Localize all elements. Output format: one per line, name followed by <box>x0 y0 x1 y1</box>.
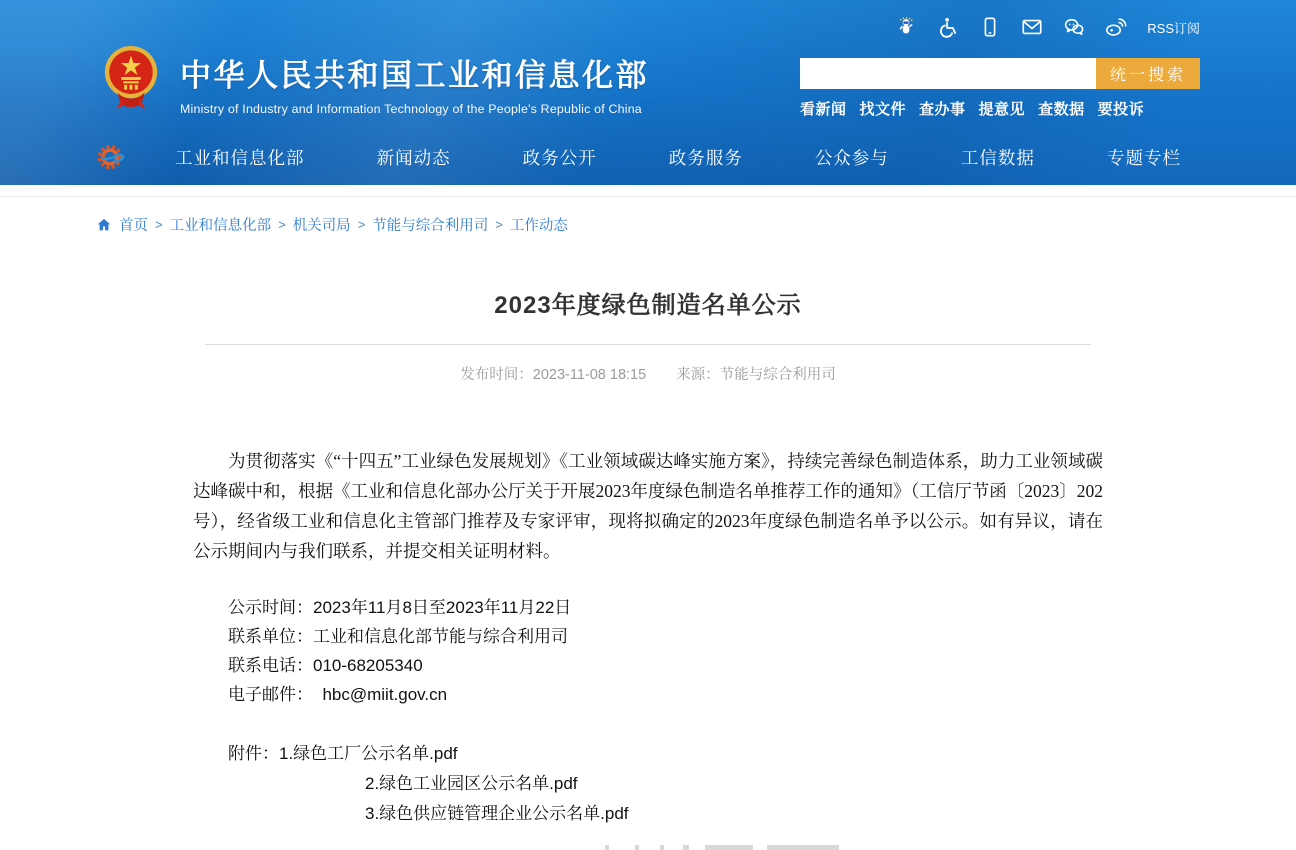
cut-off-fragment <box>605 845 609 850</box>
quick-links <box>800 98 1200 119</box>
breadcrumb-departments[interactable]: 机关司局 <box>292 218 351 234</box>
title-divider <box>205 344 1091 345</box>
site-header <box>0 0 1296 185</box>
unified-search-button[interactable]: 统一搜索 <box>1096 58 1200 89</box>
contact-unit-line: 联系单位：工业和信息化部节能与综合利用司 <box>228 627 568 646</box>
attachments-block <box>193 739 1103 829</box>
cut-off-fragment <box>767 845 839 850</box>
rss-subscribe-link[interactable]: RSS订阅 <box>1147 20 1200 36</box>
accessibility-icon[interactable] <box>937 16 959 38</box>
quick-link-files[interactable]: 找文件 <box>859 101 907 118</box>
miit-gear-logo-icon[interactable] <box>96 142 126 172</box>
article-meta <box>193 363 1103 384</box>
nav-item-participation[interactable]: 公众参与 <box>814 147 889 168</box>
breadcrumb-energy-dept[interactable]: 节能与综合利用司 <box>372 218 489 234</box>
breadcrumb-separator: > <box>155 217 163 232</box>
article-title: 2023年度绿色制造名单公示 <box>494 292 802 319</box>
header-inner <box>96 0 1200 185</box>
nav-item-news[interactable]: 新闻动态 <box>376 147 451 168</box>
breadcrumb-miit[interactable]: 工业和信息化部 <box>169 218 272 234</box>
header-divider <box>0 185 1296 197</box>
nav-items <box>175 145 1181 170</box>
mobile-icon[interactable] <box>979 16 1001 38</box>
contact-email-line: 电子邮件： hbc@miit.gov.cn <box>228 685 448 704</box>
site-title: 中华人民共和国工业和信息化部 <box>180 58 649 93</box>
attachment-line <box>193 769 1103 799</box>
publish-time: 发布时间：2023-11-08 18:15 <box>460 367 647 383</box>
nav-item-gov-info[interactable]: 政务公开 <box>522 147 597 168</box>
cut-off-fragment <box>683 845 689 850</box>
search-row <box>800 58 1200 89</box>
quick-link-feedback[interactable]: 提意见 <box>978 101 1026 118</box>
article <box>193 285 1103 829</box>
breadcrumb-separator: > <box>495 217 503 232</box>
top-icon-row <box>895 16 1200 38</box>
national-emblem <box>100 42 162 112</box>
quick-link-news[interactable]: 看新闻 <box>800 101 847 118</box>
article-paragraph: 为贯彻落实《“十四五”工业绿色发展规划》《工业领域碳达峰实施方案》，持续完善绿色制造体系，助力工业领域碳达峰碳中和，根据《工业和信息化部办公厅关于开展2023年度绿色制造名单推荐工作的通知》（工信厅节函〔2023〕202号），经省级工业和信息化主管部门推荐及专家评审，现将拟确定的2023年度绿色制造名单予以公示。如有异议，请在公示期间内与我们联系，并提交相关证明材料。 <box>193 451 1103 561</box>
cut-off-fragment <box>635 845 639 850</box>
publicity-period-line: 公示时间：2023年11月8日至2023年11月22日 <box>228 598 572 617</box>
search-input[interactable] <box>800 58 1096 89</box>
cut-off-fragment <box>705 845 753 850</box>
breadcrumb-work-updates[interactable]: 工作动态 <box>509 218 568 234</box>
weibo-icon[interactable] <box>1105 16 1127 38</box>
nav-item-data[interactable]: 工信数据 <box>960 147 1035 168</box>
source: 来源：节能与综合利用司 <box>676 367 836 383</box>
mail-icon[interactable] <box>1021 16 1043 38</box>
quick-link-complaint[interactable]: 要投诉 <box>1097 101 1145 118</box>
home-icon[interactable] <box>96 217 112 233</box>
site-subtitle: Ministry of Industry and Information Technology of the People's Republic of China <box>180 102 642 116</box>
main-nav <box>96 129 1200 185</box>
attachment-link-green-supply-chain[interactable]: 3.绿色供应链管理企业公示名单.pdf <box>365 804 629 823</box>
breadcrumb-separator: > <box>278 217 286 232</box>
attachment-line <box>193 799 1103 829</box>
nav-item-topics[interactable]: 专题专栏 <box>1106 147 1181 168</box>
nav-item-miit[interactable]: 工业和信息化部 <box>175 147 305 168</box>
contact-info-block <box>193 593 1103 709</box>
attachment-link-green-industrial-park[interactable]: 2.绿色工业园区公示名单.pdf <box>365 774 578 793</box>
breadcrumb <box>96 197 1200 235</box>
mascot-robot-icon[interactable] <box>895 16 917 38</box>
cut-off-content <box>455 844 855 850</box>
contact-phone-line: 联系电话：010-68205340 <box>228 656 423 675</box>
attachment-line <box>193 739 1103 769</box>
search-area <box>800 58 1200 119</box>
attachments-label: 附件： <box>228 744 279 763</box>
quick-link-data[interactable]: 查数据 <box>1038 101 1085 118</box>
quick-link-services[interactable]: 查办事 <box>919 101 966 118</box>
breadcrumb-separator: > <box>357 217 366 232</box>
brand-text <box>180 50 649 116</box>
wechat-icon[interactable] <box>1063 16 1085 38</box>
cut-off-fragment <box>660 845 664 850</box>
attachment-link-green-factory[interactable]: 1.绿色工厂公示名单.pdf <box>279 744 458 763</box>
breadcrumb-home[interactable]: 首页 <box>119 218 148 234</box>
nav-item-gov-services[interactable]: 政务服务 <box>668 147 743 168</box>
